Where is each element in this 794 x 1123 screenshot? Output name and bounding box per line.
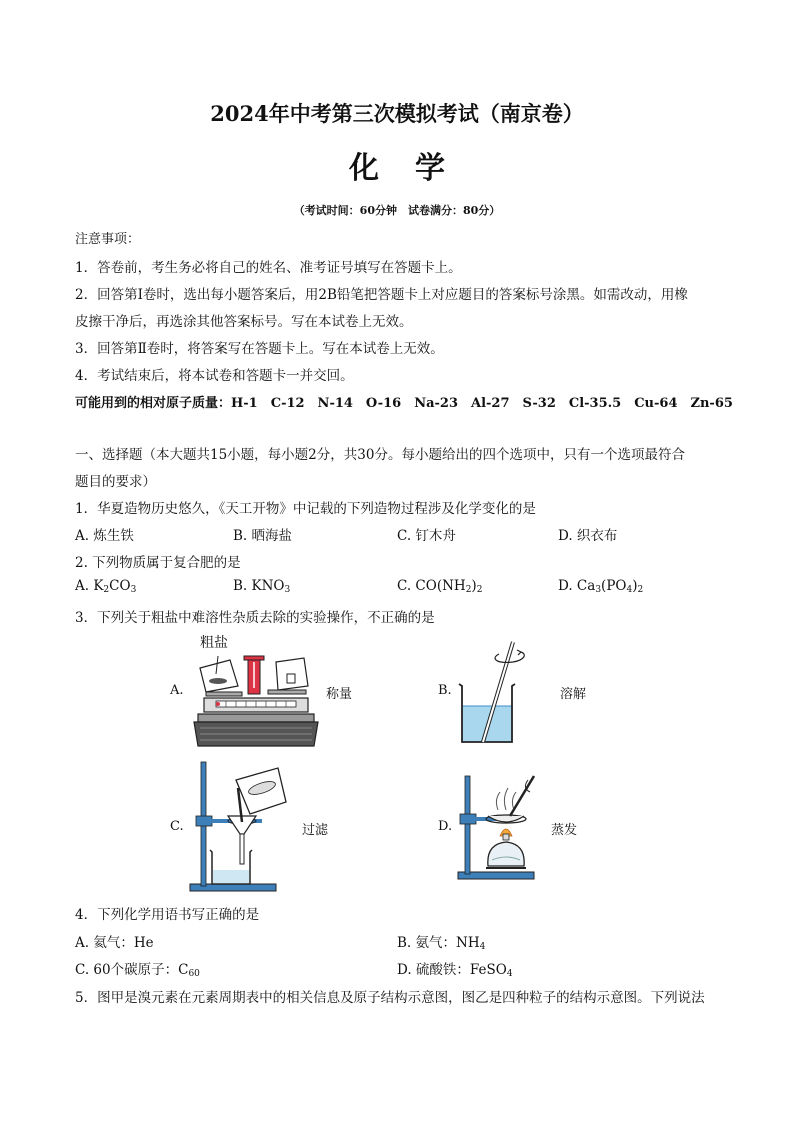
q3-fig-b-letter: B. bbox=[438, 683, 452, 698]
atomic-mass-line: 可能用到的相对原子质量：H-1 C-12 N-14 O-16 Na-23 Al-27 S-32 Cl-35.5 Cu-64 Zn-65 bbox=[75, 396, 733, 411]
notice-item-2: 2．回答第Ⅰ卷时，选出每小题答案后，用2B铅笔把答题卡上对应题目的答案标号涂黑。如需改动，用橡 bbox=[75, 287, 688, 303]
q2-option-a: A. $K_2CO_3$ bbox=[75, 578, 137, 595]
q5-stem: 5．图甲是溴元素在元素周期表中的相关信息及原子结构示意图，图乙是四种粒子的结构示意图。下列说法 bbox=[75, 990, 705, 1006]
q4-option-c: C. 60个碳原子：$C_{60}$ bbox=[75, 962, 200, 979]
q3-fig-b-caption: 溶解 bbox=[560, 687, 587, 702]
notice-item-3: 3．回答第Ⅱ卷时，将答案写在答题卡上。写在本试卷上无效。 bbox=[75, 341, 444, 357]
exam-title: 2024年中考第三次模拟考试（南京卷） bbox=[210, 101, 584, 126]
q2-option-b: B. $KNO_3$ bbox=[233, 578, 291, 595]
notice-item-2-cont: 皮擦干净后，再选涂其他答案标号。写在本试卷上无效。 bbox=[75, 314, 413, 330]
exam-subject: 化学 bbox=[349, 151, 481, 186]
notice-heading: 注意事项： bbox=[75, 232, 141, 247]
q1-option-b: B. 晒海盐 bbox=[233, 528, 293, 544]
q4-option-d: D. 硫酸铁：FeSO$_4$ bbox=[397, 962, 513, 979]
q3-fig-d-letter: D. bbox=[438, 819, 453, 834]
section1-heading: 一、选择题（本大题共15小题，每小题2分，共30分。每小题给出的四个选项中，只有一个选项最符合 bbox=[75, 447, 685, 463]
q3-stem: 3．下列关于粗盐中难溶性杂质去除的实验操作，不正确的是 bbox=[75, 610, 435, 626]
q3-fig-a-caption: 称量 bbox=[326, 687, 353, 702]
q2-stem: 2. 下列物质属于复合肥的是 bbox=[75, 555, 241, 571]
q3-fig-d-caption: 蒸发 bbox=[551, 823, 578, 838]
q3-fig-c-caption: 过滤 bbox=[302, 823, 329, 838]
q3-fig-a-label: 粗盐 bbox=[200, 635, 228, 651]
q4-stem: 4．下列化学用语书写正确的是 bbox=[75, 907, 260, 923]
evaporation-illustration bbox=[458, 770, 548, 882]
q3-fig-c-letter: C. bbox=[170, 819, 184, 834]
q1-option-a: A. 炼生铁 bbox=[75, 528, 134, 544]
notice-item-1: 1．答卷前，考生务必将自己的姓名、准考证号填写在答题卡上。 bbox=[75, 260, 462, 276]
filtration-illustration bbox=[190, 758, 290, 894]
notice-item-4: 4．考试结束后，将本试卷和答题卡一并交回。 bbox=[75, 368, 354, 384]
section1-heading-cont: 题目的要求） bbox=[75, 474, 156, 490]
q2-option-d: D. $Ca_3(PO_4)_2$ bbox=[558, 578, 644, 595]
q4-option-a: A. 氦气：He bbox=[75, 935, 154, 951]
beaker-stirring-illustration bbox=[455, 638, 535, 748]
q3-fig-a-letter: A. bbox=[170, 683, 184, 698]
q2-option-c: C. $CO(NH_2)_2$ bbox=[397, 578, 483, 595]
q4-option-b: B. 氨气：$NH_4$ bbox=[397, 935, 486, 952]
q1-option-d: D. 织衣布 bbox=[558, 528, 618, 544]
q1-option-c: C. 钉木舟 bbox=[397, 528, 456, 544]
q1-stem: 1．华夏造物历史悠久，《天工开物》中记载的下列造物过程涉及化学变化的是 bbox=[75, 501, 536, 517]
exam-info: （考试时间：60分钟 试卷满分：80分） bbox=[293, 204, 501, 217]
balance-illustration bbox=[190, 648, 320, 750]
